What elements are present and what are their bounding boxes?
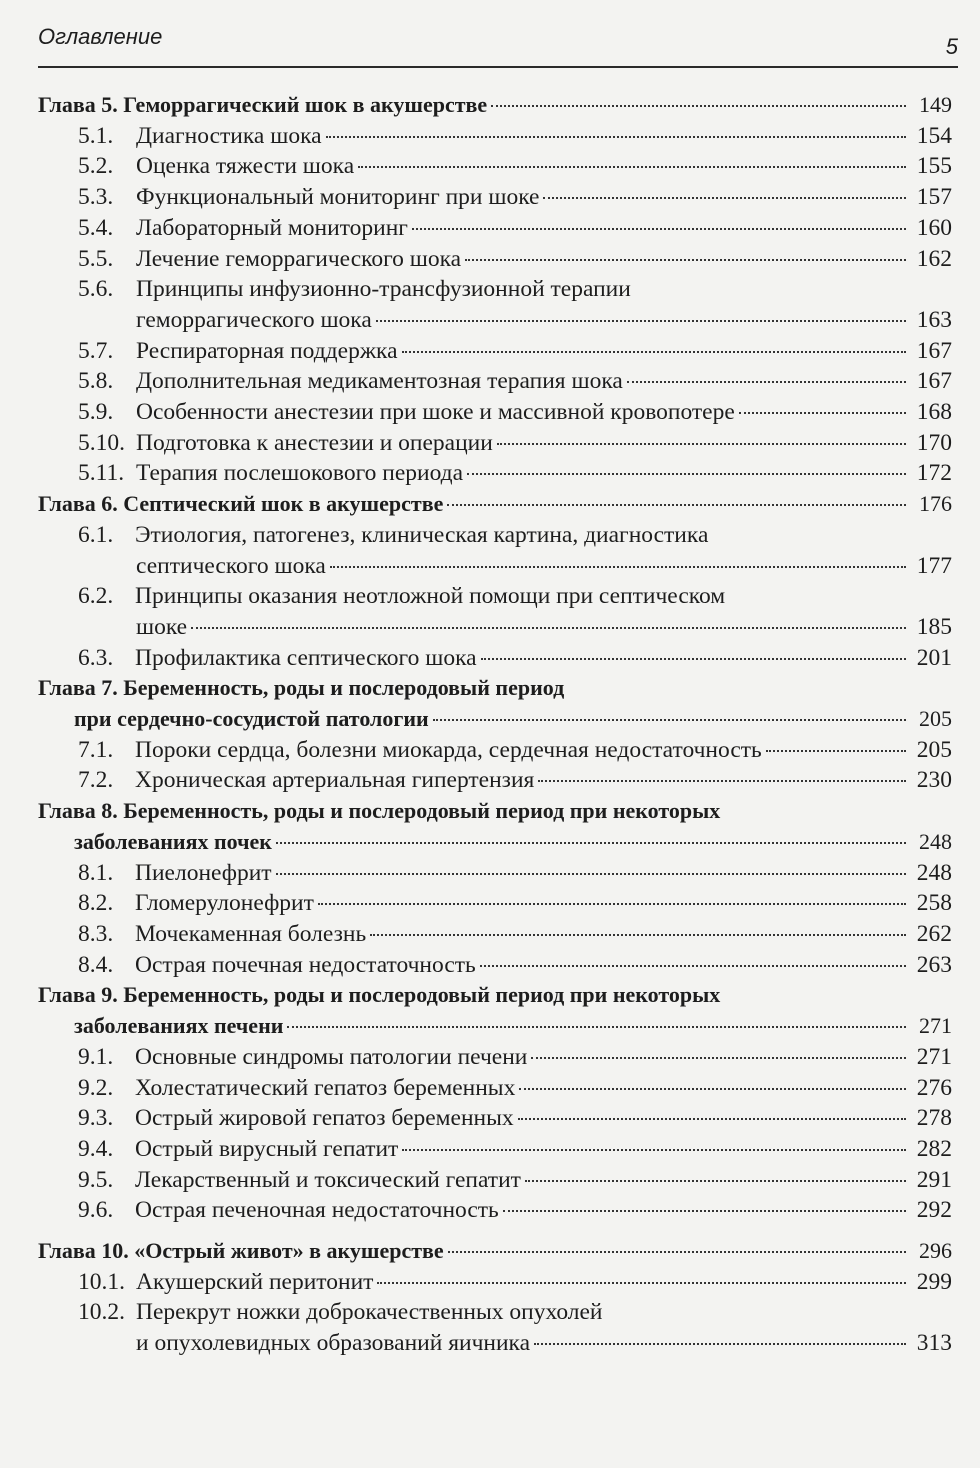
entry-page: 168 [916,399,952,426]
entry-title: Этиология, патогенез, клиническая картина, диагностика [135,521,709,548]
leader-dots [518,1118,906,1120]
entry-title: Особенности анестезии при шоке и массивной кровопотере [136,399,735,426]
entry-number: 6.3. [78,644,114,671]
leader-dots [503,1210,906,1212]
entry-page: 155 [916,153,952,180]
toc-entry[interactable] [38,121,952,152]
entry-title: Холестатический гепатоз беременных [135,1074,516,1101]
leader-dots [330,566,906,568]
entry-title: Острый жировой гепатоз беременных [135,1105,514,1132]
entry-title: Хроническая артериальная гипертензия [135,767,535,794]
leader-dots [467,473,906,475]
entry-page: 263 [916,951,952,978]
toc-entry[interactable] [38,1195,952,1226]
entry-title: Принципы оказания неотложной помощи при септическом [135,583,726,610]
chapter-title: Глава 8. Беременность, роды и послеродовый период при некоторых [38,798,721,824]
leader-dots [326,136,906,138]
leader-dots [402,1149,906,1151]
entry-title-continued: шоке [136,613,188,640]
entry-page: 157 [916,184,952,211]
entry-number: 8.4. [78,951,114,978]
entry-title: Лекарственный и токсический гепатит [135,1166,521,1193]
entry-number: 9.3. [78,1105,114,1132]
entry-title: Острая почечная недостаточность [135,951,476,978]
entry-title: Основные синдромы патологии печени [135,1043,528,1070]
entry-page: 271 [916,1043,952,1070]
leader-dots [287,1026,906,1028]
entry-title-continued: геморрагического шока [136,306,372,333]
entry-title: Оценка тяжести шока [136,153,355,180]
toc-entry[interactable] [38,428,952,459]
entry-page: 291 [916,1166,952,1193]
toc-entry[interactable] [38,366,952,397]
leader-dots [402,351,906,353]
leader-dots [538,780,906,782]
toc-chapter-10[interactable] [38,1236,952,1267]
entry-page: 313 [916,1330,952,1357]
entry-page: 163 [916,306,952,333]
toc-chapter-9[interactable] [38,980,952,1011]
leader-dots [480,965,906,967]
entry-title: Терапия послешокового периода [136,460,464,487]
leader-dots [766,750,906,752]
toc-entry[interactable] [38,858,952,889]
toc-chapter-8-continuation[interactable] [38,827,952,858]
entry-title: Лечение геморрагического шока [136,245,462,272]
toc-entry[interactable] [38,458,952,489]
table-of-contents [38,90,952,1359]
toc-entry[interactable] [38,520,952,551]
leader-dots [739,412,906,414]
entry-title: Принципы инфузионно-трансфузионной терапии [136,276,631,303]
chapter-title-continued: при сердечно-сосудистой патологии [74,706,429,732]
leader-dots [531,1057,906,1059]
leader-dots [525,1180,906,1182]
entry-page: 167 [916,337,952,364]
entry-number: 5.10. [78,429,125,456]
leader-dots [497,443,906,445]
toc-entry-continuation[interactable] [38,305,952,336]
leader-dots [447,504,906,506]
leader-dots [627,381,906,383]
entry-number: 10.2. [78,1299,125,1326]
toc-entry[interactable] [38,1297,952,1328]
leader-dots [276,873,906,875]
entry-page: 278 [916,1105,952,1132]
toc-entry[interactable] [38,765,952,796]
entry-number: 10.1. [78,1268,125,1295]
entry-title: Острый вирусный гепатит [135,1135,399,1162]
leader-dots [519,1088,906,1090]
leader-dots [276,842,906,844]
leader-dots [377,1282,906,1284]
entry-page: 167 [916,368,952,395]
entry-number: 5.4. [78,214,114,241]
entry-number: 9.5. [78,1166,114,1193]
toc-chapter-8[interactable] [38,796,952,827]
entry-page: 248 [916,859,952,886]
chapter-page: 271 [919,1013,952,1039]
entry-number: 5.3. [78,184,114,211]
page-header [38,22,958,68]
chapter-page: 176 [919,491,952,517]
entry-title: Профилактика септического шока [135,644,477,671]
toc-chapter-7[interactable] [38,673,952,704]
chapter-title: Глава 10. «Острый живот» в акушерстве [38,1238,444,1264]
entry-page: 276 [916,1074,952,1101]
leader-dots [318,903,906,905]
entry-title-continued: и опухолевидных образований яичника [136,1330,531,1357]
entry-page: 177 [916,552,952,579]
toc-entry[interactable] [38,643,952,674]
toc-entry[interactable] [38,581,952,612]
entry-number: 9.6. [78,1197,114,1224]
entry-number: 5.11. [78,460,125,487]
toc-chapter-6[interactable] [38,489,952,520]
entry-number: 5.7. [78,337,114,364]
page-number: 5 [945,34,958,59]
running-title: Оглавление [38,24,163,49]
toc-entry[interactable] [38,397,952,428]
entry-title: Гломерулонефрит [135,890,314,917]
entry-page: 172 [916,460,952,487]
chapter-title: Глава 6. Септический шок в акушерстве [38,491,444,517]
entry-number: 6.2. [78,583,114,610]
toc-entry[interactable] [38,244,952,275]
toc-entry[interactable] [38,1134,952,1165]
spacer [38,1226,952,1236]
entry-title-continued: септического шока [136,552,326,579]
chapter-title: Глава 7. Беременность, роды и послеродовый период [38,675,565,701]
entry-title: Дополнительная медикаментозная терапия шока [136,368,623,395]
entry-number: 7.2. [78,767,114,794]
leader-dots [481,658,906,660]
entry-page: 262 [916,920,952,947]
entry-number: 5.6. [78,276,114,303]
toc-entry[interactable] [38,1073,952,1104]
entry-title: Острая печеночная недостаточность [135,1197,499,1224]
toc-entry-continuation[interactable] [38,612,952,643]
entry-number: 8.1. [78,859,114,886]
chapter-page: 149 [919,92,952,117]
entry-page: 154 [916,122,952,149]
toc-entry[interactable] [38,151,952,182]
leader-dots [358,166,906,168]
toc-entry[interactable] [38,919,952,950]
toc-entry[interactable] [38,213,952,244]
chapter-title-continued: заболеваниях почек [74,828,272,854]
toc-entry[interactable] [38,735,952,766]
toc-entry[interactable] [38,182,952,213]
toc-chapter-9-continuation[interactable] [38,1011,952,1042]
entry-page: 299 [916,1268,952,1295]
leader-dots [376,320,906,322]
entry-number: 6.1. [78,521,114,548]
entry-number: 5.2. [78,153,114,180]
entry-page: 201 [916,644,952,671]
entry-title: Респираторная поддержка [136,337,398,364]
chapter-title: Глава 5. Геморрагический шок в акушерстве [38,92,488,117]
entry-number: 5.1. [78,122,114,149]
entry-number: 5.8. [78,368,114,395]
chapter-page: 205 [919,706,952,732]
leader-dots [534,1343,906,1345]
toc-entry-continuation[interactable] [38,1328,952,1359]
chapter-page: 296 [919,1238,952,1264]
entry-number: 7.1. [78,736,114,763]
toc-entry[interactable] [38,1042,952,1073]
leader-dots [448,1251,906,1253]
toc-chapter-7-continuation[interactable] [38,704,952,735]
entry-title: Диагностика шока [136,122,322,149]
entry-page: 282 [916,1135,952,1162]
entry-title: Пиелонефрит [135,859,272,886]
toc-entry[interactable] [38,1165,952,1196]
entry-page: 162 [916,245,952,272]
toc-entry[interactable] [38,336,952,367]
leader-dots [433,719,906,721]
toc-entry-continuation[interactable] [38,551,952,582]
chapter-title: Глава 9. Беременность, роды и послеродовый период при некоторых [38,982,721,1008]
leader-dots [412,228,906,230]
entry-page: 258 [916,890,952,917]
entry-page: 205 [916,736,952,763]
entry-number: 9.1. [78,1043,114,1070]
entry-title: Мочекаменная болезнь [135,920,367,947]
toc-entry[interactable] [38,1267,952,1298]
chapter-page: 248 [919,828,952,854]
entry-title: Лабораторный мониторинг [136,214,408,241]
toc-entry[interactable] [38,274,952,305]
entry-page: 160 [916,214,952,241]
entry-title: Пороки сердца, болезни миокарда, сердечная недостаточность [135,736,762,763]
leader-dots [543,197,906,199]
leader-dots [370,934,906,936]
entry-title: Акушерский перитонит [136,1268,374,1295]
entry-page: 185 [916,613,952,640]
toc-chapter-5[interactable] [38,90,952,121]
leader-dots [465,259,906,261]
entry-number: 8.2. [78,890,114,917]
entry-number: 9.2. [78,1074,114,1101]
leader-dots [491,105,906,107]
entry-page: 170 [916,429,952,456]
entry-title: Перекрут ножки доброкачественных опухолей [136,1299,603,1326]
leader-dots [191,627,906,629]
entry-title: Функциональный мониторинг при шоке [136,184,540,211]
toc-entry[interactable] [38,950,952,981]
entry-number: 9.4. [78,1135,114,1162]
chapter-title-continued: заболеваниях печени [74,1013,284,1039]
entry-number: 5.5. [78,245,114,272]
toc-entry[interactable] [38,1103,952,1134]
entry-number: 5.9. [78,399,114,426]
toc-entry[interactable] [38,888,952,919]
entry-number: 8.3. [78,920,114,947]
entry-title: Подготовка к анестезии и операции [136,429,493,456]
entry-page: 230 [916,767,952,794]
entry-page: 292 [916,1197,952,1224]
